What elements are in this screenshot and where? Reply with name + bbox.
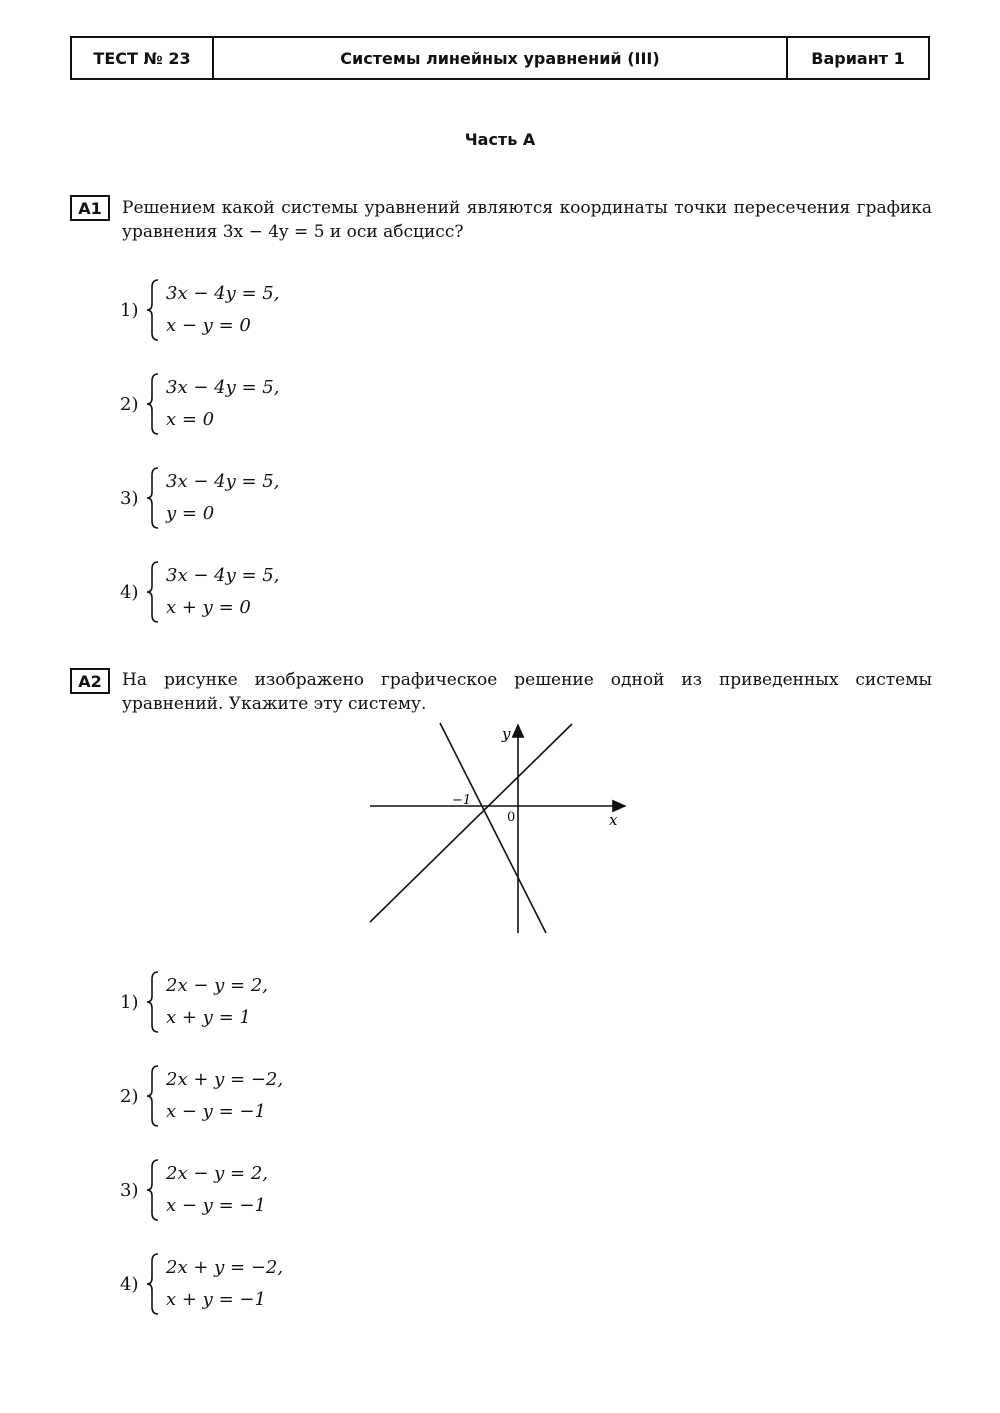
graph-line-2 bbox=[440, 723, 546, 933]
option-number: 2) bbox=[120, 393, 139, 415]
brace-icon bbox=[146, 971, 160, 1033]
equation-1: 3x − 4y = 5, bbox=[166, 283, 280, 304]
tick-label-minus-one: −1 bbox=[452, 793, 472, 808]
answer-option-a1-4[interactable] bbox=[120, 560, 279, 624]
brace-icon bbox=[146, 1065, 160, 1127]
variant-label: Вариант 1 bbox=[811, 48, 905, 68]
equation-2: x − y = 0 bbox=[166, 315, 251, 336]
answer-option-a2-2[interactable] bbox=[120, 1064, 283, 1128]
option-number: 4) bbox=[120, 1273, 139, 1295]
answer-option-a1-2[interactable] bbox=[120, 372, 279, 436]
option-number: 2) bbox=[120, 1085, 139, 1107]
answer-option-a1-1[interactable] bbox=[120, 278, 279, 342]
test-title: Системы линейных уравнений (III) bbox=[214, 38, 788, 78]
question-label-a2: A2 bbox=[70, 668, 110, 694]
option-number: 1) bbox=[120, 299, 139, 321]
option-number: 3) bbox=[120, 487, 139, 509]
brace-icon bbox=[146, 1253, 160, 1315]
brace-icon bbox=[146, 373, 160, 435]
brace-icon bbox=[146, 561, 160, 623]
option-number: 1) bbox=[120, 991, 139, 1013]
equation-1: 3x − 4y = 5, bbox=[166, 565, 280, 586]
answer-option-a2-3[interactable] bbox=[120, 1158, 268, 1222]
answer-option-a1-3[interactable] bbox=[120, 466, 279, 530]
test-header bbox=[70, 36, 930, 80]
equation-2: x − y = −1 bbox=[166, 1195, 266, 1216]
origin-label: 0 bbox=[507, 810, 516, 825]
equation-2: x = 0 bbox=[166, 409, 215, 430]
brace-icon bbox=[146, 279, 160, 341]
x-axis-label: x bbox=[609, 811, 618, 829]
question-text-a2: На рисунке изображено графическое решение одной из приведенных системы уравнений. Укажите эту систему. bbox=[122, 670, 932, 714]
equation-2: x + y = 1 bbox=[166, 1007, 251, 1028]
equation-1: 2x − y = 2, bbox=[166, 1163, 268, 1184]
brace-icon bbox=[146, 1159, 160, 1221]
answer-option-a2-4[interactable] bbox=[120, 1252, 283, 1316]
y-axis-label: y bbox=[502, 725, 511, 743]
equation-2: x + y = −1 bbox=[166, 1289, 266, 1310]
option-number: 3) bbox=[120, 1179, 139, 1201]
graph-line-1 bbox=[370, 724, 572, 922]
equation-1: 2x + y = −2, bbox=[166, 1069, 284, 1090]
question-label-a1: A1 bbox=[70, 195, 110, 221]
equation-1: 2x + y = −2, bbox=[166, 1257, 284, 1278]
test-number: ТЕСТ № 23 bbox=[72, 38, 214, 78]
answer-option-a2-1[interactable] bbox=[120, 970, 268, 1034]
graph-figure bbox=[360, 715, 640, 940]
part-title: Часть А bbox=[464, 130, 536, 149]
equation-1: 2x − y = 2, bbox=[166, 975, 268, 996]
equation-2: y = 0 bbox=[166, 503, 215, 524]
brace-icon bbox=[146, 467, 160, 529]
equation-1: 3x − 4y = 5, bbox=[166, 377, 280, 398]
equation-1: 3x − 4y = 5, bbox=[166, 471, 280, 492]
equation-2: x + y = 0 bbox=[166, 597, 251, 618]
question-text-a1: Решением какой системы уравнений являются координаты точки пересечения графика уравнения 3x − 4y = 5 и оси абсцисс? bbox=[122, 198, 932, 242]
option-number: 4) bbox=[120, 581, 139, 603]
equation-2: x − y = −1 bbox=[166, 1101, 266, 1122]
